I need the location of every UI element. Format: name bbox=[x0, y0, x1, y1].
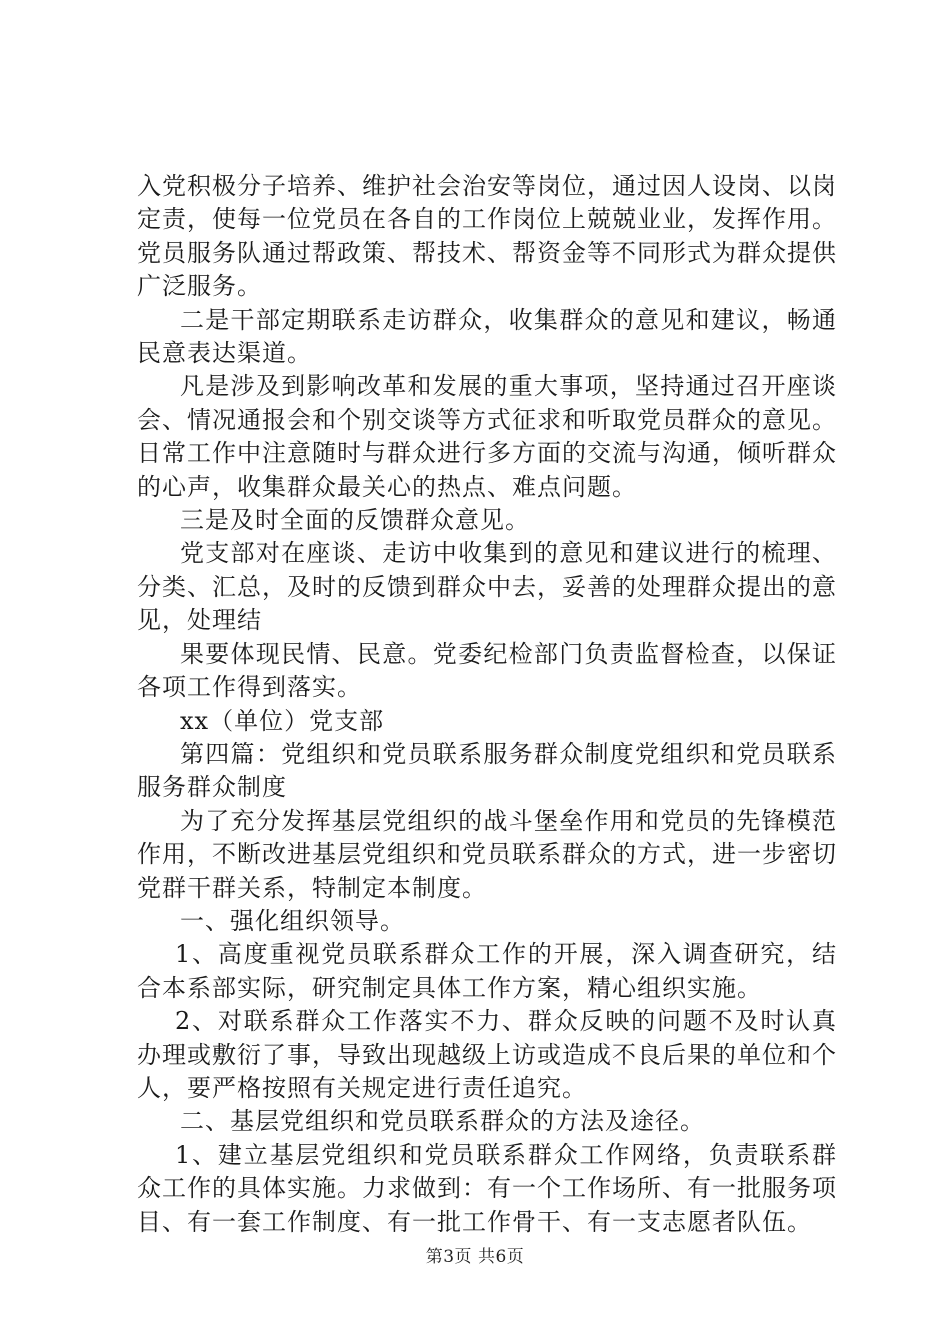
paragraph: 为了充分发挥基层党组织的战斗堡垒作用和党员的先锋模范作用，不断改进基层党组织和党员联系群众的方式，进一步密切党群干群关系，特制定本制度。 bbox=[137, 806, 837, 902]
section-heading: 第四篇：党组织和党员联系服务群众制度党组织和党员联系服务群众制度 bbox=[137, 739, 837, 802]
signature-line: xx（单位）党支部 bbox=[180, 706, 385, 735]
paragraph: 1、建立基层党组织和党员联系群众工作网络，负责联系群众工作的具体实施。力求做到：有一个工作场所、有一批服务项目、有一套工作制度、有一批工作骨干、有一支志愿者队伍。 bbox=[137, 1140, 837, 1236]
paragraph: 凡是涉及到影响改革和发展的重大事项，坚持通过召开座谈会、情况通报会和个别交谈等方式征求和听取党员群众的意见。日常工作中注意随时与群众进行多方面的交流与沟通，倾听群众的心声，收集群众最关心的热点、难点问题。 bbox=[137, 372, 837, 501]
paragraph: 二是干部定期联系走访群众，收集群众的意见和建议，畅通民意表达渠道。 bbox=[137, 305, 837, 368]
paragraph: 党支部对在座谈、走访中收集到的意见和建议进行的梳理、分类、汇总，及时的反馈到群众中去，妥善的处理群众提出的意见，处理结 bbox=[137, 539, 837, 635]
paragraph: 三是及时全面的反馈群众意见。 bbox=[180, 506, 530, 535]
subsection-heading: 二、基层党组织和党员联系群众的方法及途径。 bbox=[180, 1107, 705, 1136]
paragraph: 入党积极分子培养、维护社会治安等岗位，通过因人设岗、以岗定责，使每一位党员在各自的工作岗位上兢兢业业，发挥作用。党员服务队通过帮政策、帮技术、帮资金等不同形式为群众提供广泛服务。 bbox=[137, 172, 837, 301]
document-body bbox=[137, 170, 837, 1239]
paragraph: 果要体现民情、民意。党委纪检部门负责监督检查，以保证各项工作得到落实。 bbox=[137, 639, 837, 702]
paragraph: 1、高度重视党员联系群众工作的开展，深入调查研究，结合本系部实际，研究制定具体工作方案，精心组织实施。 bbox=[137, 940, 837, 1002]
page-footer bbox=[0, 1242, 950, 1267]
subsection-heading: 一、强化组织领导。 bbox=[180, 906, 405, 935]
paragraph: 2、对联系群众工作落实不力、群众反映的问题不及时认真办理或敷衍了事，导致出现越级上访或造成不良后果的单位和个人，要严格按照有关规定进行责任追究。 bbox=[137, 1007, 837, 1102]
page-number: 第3页 共6页 bbox=[425, 1247, 525, 1267]
